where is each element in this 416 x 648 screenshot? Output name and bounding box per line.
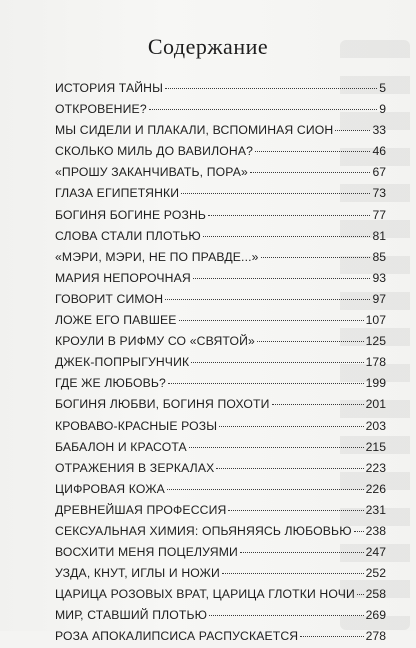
dot-leader — [216, 467, 363, 469]
toc-entry-page-number: 226 — [365, 481, 386, 496]
toc-entry — [55, 500, 386, 521]
toc-entry — [55, 394, 386, 415]
dot-leader — [255, 150, 370, 152]
dot-leader — [167, 488, 364, 490]
toc-entry-title: ОТКРОВЕНИЕ? — [55, 102, 147, 117]
toc-entry-page-number: 178 — [365, 355, 386, 370]
toc-entry — [55, 626, 386, 647]
toc-entry-page-number: 199 — [365, 376, 386, 391]
toc-entry-page-number: 252 — [365, 566, 386, 581]
dot-leader — [203, 235, 371, 237]
toc-entry — [55, 289, 386, 310]
toc-entry — [55, 352, 386, 373]
dot-leader — [228, 509, 363, 511]
toc-entry-page-number: 223 — [365, 460, 386, 475]
toc-entry-page-number: 278 — [365, 629, 386, 644]
toc-entry — [55, 416, 386, 437]
dot-leader — [193, 277, 371, 279]
toc-entry-page-number: 85 — [372, 249, 386, 264]
dot-leader — [149, 108, 377, 110]
toc-entry-title: ГДЕ ЖЕ ЛЮБОВЬ? — [55, 376, 166, 391]
toc-entry-title: ОТРАЖЕНИЯ В ЗЕРКАЛАХ — [55, 460, 215, 475]
dot-leader — [219, 425, 363, 427]
toc-entry-title: ВОСХИТИ МЕНЯ ПОЦЕЛУЯМИ — [55, 545, 238, 560]
toc-entry-page-number: 269 — [365, 608, 386, 623]
toc-entry — [55, 141, 386, 162]
toc-entry — [55, 78, 386, 99]
toc-entry-page-number: 258 — [365, 587, 386, 602]
dot-leader — [179, 319, 364, 321]
dot-leader — [191, 361, 363, 363]
toc-entry-page-number: 231 — [365, 502, 386, 517]
toc-entry — [55, 437, 386, 458]
toc-entry-title: ГЛАЗА ЕГИПЕТЯНКИ — [55, 186, 180, 201]
dot-leader — [257, 340, 364, 342]
dot-leader — [300, 635, 363, 637]
toc-entry — [55, 268, 386, 289]
toc-entry-title: ИСТОРИЯ ТАЙНЫ — [55, 81, 164, 95]
dot-leader — [357, 593, 364, 595]
toc-entry-title: БОГИНЯ БОГИНЕ РОЗНЬ — [55, 207, 207, 222]
toc-entry — [55, 458, 386, 479]
dot-leader — [335, 129, 370, 131]
toc-entry — [55, 331, 386, 352]
toc-entry — [55, 226, 386, 247]
toc-entry-title: ДЖЕК-ПОПРЫГУНЧИК — [55, 355, 190, 370]
toc-entry — [55, 521, 386, 542]
toc-entry-title: МИР, СТАВШИЙ ПЛОТЬЮ — [55, 608, 208, 623]
toc-entry — [55, 563, 386, 584]
page-title: Содержание — [147, 34, 269, 59]
table-of-contents — [55, 78, 386, 648]
toc-entry-title: «ПРОШУ ЗАКАНЧИВАТЬ, ПОРА» — [55, 165, 248, 180]
dot-leader — [250, 171, 371, 173]
toc-entry-page-number: 215 — [365, 439, 386, 454]
dot-leader — [222, 572, 364, 574]
toc-entry-page-number: 5 — [379, 81, 386, 95]
toc-entry-page-number: 93 — [372, 270, 386, 285]
toc-entry — [55, 99, 386, 120]
toc-entry-title: ДРЕВНЕЙШАЯ ПРОФЕССИЯ — [55, 502, 227, 517]
toc-entry-page-number: 203 — [365, 418, 386, 433]
dot-leader — [189, 446, 364, 448]
toc-entry-page-number: 33 — [372, 123, 386, 138]
dot-leader — [165, 298, 370, 300]
dot-leader — [168, 382, 364, 384]
toc-entry-page-number: 67 — [372, 165, 386, 180]
toc-entry — [55, 479, 386, 500]
toc-entry-page-number: 107 — [365, 313, 386, 328]
toc-entry-title: МЫ СИДЕЛИ И ПЛАКАЛИ, ВСПОМИНАЯ СИОН — [55, 123, 334, 138]
dot-leader — [354, 530, 364, 532]
toc-entry-title: МАРИЯ НЕПОРОЧНАЯ — [55, 270, 191, 285]
toc-entry — [55, 205, 386, 226]
toc-entry-title: ЦАРИЦА РОЗОВЫХ ВРАТ, ЦАРИЦА ГЛОТКИ НОЧИ — [55, 587, 355, 602]
toc-entry-page-number: 81 — [372, 228, 386, 243]
toc-entry-title: СЕКСУАЛЬНАЯ ХИМИЯ: ОПЬЯНЯЯСЬ ЛЮБОВЬЮ — [55, 523, 352, 538]
dot-leader — [240, 551, 364, 553]
toc-entry-title: РОЗА АПОКАЛИПСИСА РАСПУСКАЕТСЯ — [55, 629, 299, 644]
toc-entry — [55, 605, 386, 626]
toc-entry-page-number: 73 — [372, 186, 386, 201]
toc-entry-title: «МЭРИ, МЭРИ, НЕ ПО ПРАВДЕ...» — [55, 249, 259, 264]
toc-entry-page-number: 125 — [365, 334, 386, 349]
dot-leader — [181, 192, 370, 194]
toc-entry — [55, 542, 386, 563]
dot-leader — [272, 403, 364, 405]
toc-entry — [55, 310, 386, 331]
toc-entry-title: УЗДА, КНУТ, ИГЛЫ И НОЖИ — [55, 566, 220, 581]
toc-entry-page-number: 238 — [365, 523, 386, 538]
toc-entry — [55, 162, 386, 183]
toc-entry-title: КРОВАВО-КРАСНЫЕ РОЗЫ — [55, 418, 218, 433]
toc-entry — [55, 247, 386, 268]
toc-entry — [55, 584, 386, 605]
toc-entry — [55, 120, 386, 141]
toc-entry-page-number: 201 — [365, 397, 386, 412]
toc-entry-title: СЛОВА СТАЛИ ПЛОТЬЮ — [55, 228, 201, 243]
toc-entry-title: ЦИФРОВАЯ КОЖА — [55, 481, 165, 496]
toc-entry-page-number: 247 — [365, 545, 386, 560]
toc-entry — [55, 373, 386, 394]
toc-entry-page-number: 77 — [372, 207, 386, 222]
toc-entry-title: ГОВОРИТ СИМОН — [55, 291, 164, 306]
toc-entry-title: БАБАЛОН И КРАСОТА — [55, 439, 187, 454]
dot-leader — [209, 614, 364, 616]
toc-entry — [55, 183, 386, 204]
toc-entry-title: БОГИНЯ ЛЮБВИ, БОГИНЯ ПОХОТИ — [55, 397, 270, 412]
toc-entry-title: СКОЛЬКО МИЛЬ ДО ВАВИЛОНА? — [55, 144, 254, 159]
toc-entry-title: ЛОЖЕ ЕГО ПАВШЕЕ — [55, 313, 177, 328]
toc-entry-page-number: 46 — [372, 144, 386, 159]
toc-entry-page-number: 97 — [372, 291, 386, 306]
toc-entry-title: КРОУЛИ В РИФМУ СО «СВЯТОЙ» — [55, 334, 255, 349]
toc-entry-page-number: 9 — [379, 102, 386, 117]
dot-leader — [208, 214, 370, 216]
dot-leader — [165, 87, 377, 89]
dot-leader — [261, 256, 371, 258]
